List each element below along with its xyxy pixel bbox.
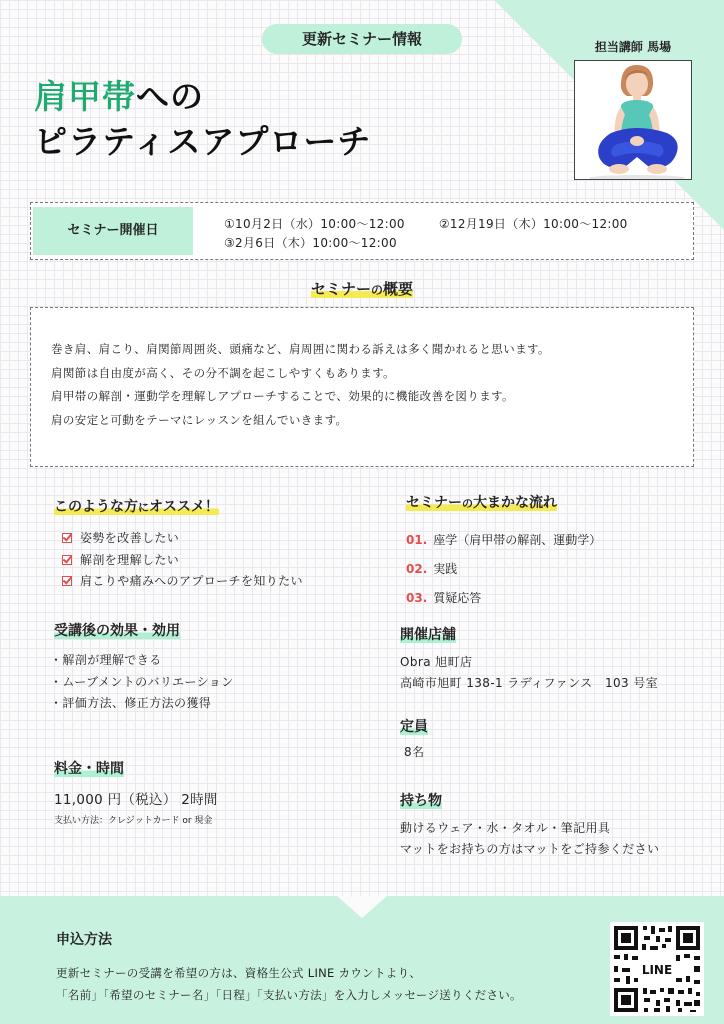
list-item <box>62 550 303 572</box>
venue-name: Obra 旭町店 <box>400 655 473 669</box>
list-item <box>406 584 601 613</box>
flow-heading-a: セミナー <box>406 495 462 511</box>
fee-amount: 11,000 円（税込） 2時間 <box>54 792 218 808</box>
flow-item-number: 01. <box>406 533 428 547</box>
belongings-line2: マットをお持ちの方はマットをご持参ください <box>400 842 660 856</box>
belongings-heading-text: 持ち物 <box>400 793 442 809</box>
flow-heading-c: 大まかな流れ <box>473 495 557 511</box>
flow-heading-text <box>406 495 557 511</box>
seminar-date-box <box>30 202 694 260</box>
list-item: ・評価方法、修正方法の獲得 <box>50 696 212 710</box>
apply-line1: 更新セミナーの受講を希望の方は、資格生公式 LINE カウントより、 <box>56 966 422 980</box>
footer-notch <box>337 896 387 918</box>
overview-line: 巻き肩、肩こり、肩関節周囲炎、頭痛など、肩周囲に関わる訴えは多く聞かれると思います。 <box>51 342 550 356</box>
instructor-illustration <box>575 61 692 180</box>
flow-list <box>406 526 601 613</box>
qr-label: LINE <box>641 963 673 977</box>
checkbox-icon <box>62 533 72 543</box>
overview-heading-main: セミナー <box>310 280 371 298</box>
list-item <box>62 571 303 593</box>
apply-heading: 申込方法 <box>56 932 112 948</box>
title-rest: への <box>136 77 204 116</box>
seminar-date-1: ①10月2日（水）10:00～12:00 <box>224 217 405 231</box>
venue-heading-text: 開催店舗 <box>400 627 456 643</box>
recommend-heading-c: オススメ！ <box>149 499 219 515</box>
fee-heading <box>54 758 124 778</box>
instructor-label: 担当講師 馬場 <box>594 40 672 54</box>
seminar-date-label: セミナー開催日 <box>33 207 193 255</box>
flow-heading-b: の <box>462 497 473 510</box>
title-line2: ピラティスアプローチ <box>34 122 372 161</box>
seminar-date-3: ③2月6日（木）10:00～12:00 <box>224 236 397 250</box>
list-item <box>62 528 303 550</box>
overview-line: 肩の安定と可動をテーマにレッスンを組んでいきます。 <box>51 412 348 427</box>
belongings-info <box>400 818 659 860</box>
flow-item-number: 02. <box>406 562 428 576</box>
page-title <box>34 74 371 164</box>
qr-code-icon <box>610 922 704 1016</box>
list-item: ・解剖が理解できる <box>50 653 162 667</box>
effects-heading <box>54 620 180 640</box>
recommend-item-text: 姿勢を改善したい <box>80 531 180 545</box>
recommend-list <box>62 528 303 593</box>
overview-line: 肩甲帯の解剖・運動学を理解しアプローチすることで、効果的に機能改善を図ります。 <box>51 389 514 403</box>
overview-line: 肩関節は自由度が高く、その分不調を起こしやすくもあります。 <box>51 365 395 380</box>
effects-heading-text: 受講後の効果・効用 <box>54 623 180 639</box>
seminar-date-line1 <box>224 215 628 232</box>
list-item <box>406 555 601 584</box>
seminar-date-2: ②12月19日（木）10:00～12:00 <box>438 217 628 231</box>
checkbox-icon <box>62 555 72 565</box>
flow-item-text: 質疑応答 <box>433 591 482 605</box>
flow-item-text: 座学（肩甲帯の解剖、運動学） <box>433 533 602 547</box>
instructor-photo <box>574 60 692 180</box>
capacity-value: 8名 <box>404 745 425 759</box>
effects-list <box>50 650 234 715</box>
capacity-heading <box>400 716 428 736</box>
recommend-item-text: 肩こりや痛みへのアプローチを知りたい <box>80 574 303 588</box>
apply-instructions <box>56 962 522 1006</box>
overview-heading-end: 概要 <box>383 280 414 298</box>
list-item: ・ムーブメントのバリエーション <box>50 674 234 689</box>
venue-heading <box>400 624 456 644</box>
overview-heading <box>0 278 724 299</box>
flow-heading <box>406 492 557 512</box>
fee-heading-text: 料金・時間 <box>54 761 124 777</box>
recommend-heading-b: に <box>138 501 149 514</box>
recommend-heading <box>54 496 219 516</box>
apply-line2: 「名前」「希望のセミナー名」「日程」「支払い方法」を入力しメッセージ送りください。 <box>56 988 522 1002</box>
venue-info <box>400 652 658 694</box>
flow-item-text: 実践 <box>433 562 458 576</box>
overview-heading-text <box>311 280 413 298</box>
list-item <box>406 526 601 555</box>
title-accent: 肩甲帯 <box>34 77 136 116</box>
payment-method: 支払い方法：クレジットカード or 現金 <box>54 816 213 826</box>
checkbox-icon <box>62 576 72 586</box>
belongings-line1: 動けるウェア・水・タオル・筆記用具 <box>400 821 611 835</box>
flow-item-number: 03. <box>406 591 428 605</box>
recommend-heading-text <box>54 499 219 515</box>
line-qr-code[interactable] <box>610 922 704 1016</box>
belongings-heading <box>400 790 442 810</box>
overview-box <box>30 307 694 467</box>
capacity-heading-text: 定員 <box>400 719 428 735</box>
recommend-heading-a: このような方 <box>54 499 138 515</box>
overview-heading-particle: の <box>370 283 383 297</box>
seminar-badge: 更新セミナー情報 <box>262 24 462 54</box>
venue-address: 高崎市旭町 138-1 ラディファンス 103 号室 <box>400 676 659 690</box>
recommend-item-text: 解剖を理解したい <box>80 552 180 567</box>
title-line1 <box>34 77 204 116</box>
